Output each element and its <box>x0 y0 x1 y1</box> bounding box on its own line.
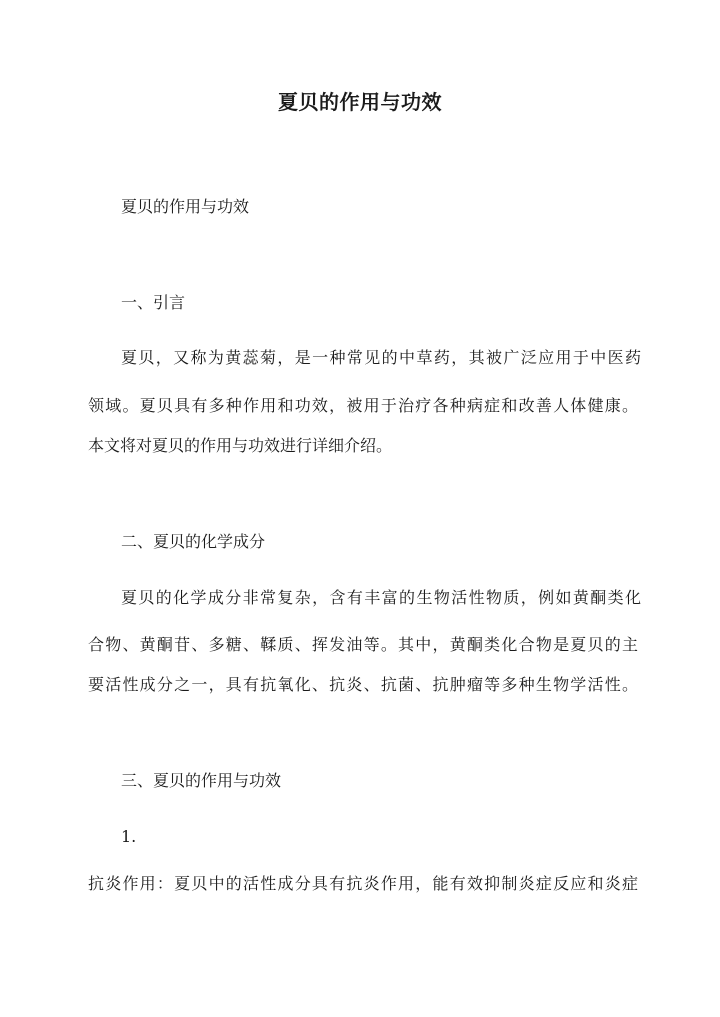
paragraph-line: 领域。夏贝具有多种作用和功效，被用于治疗各种病症和改善人体健康。 <box>88 396 638 415</box>
list-number: 1. <box>121 827 137 846</box>
paragraph-line: 抗炎作用：夏贝中的活性成分具有抗炎作用，能有效抑制炎症反应和炎症 <box>88 874 638 893</box>
document-subtitle: 夏贝的作用与功效 <box>121 197 250 216</box>
document-title: 夏贝的作用与功效 <box>278 90 442 114</box>
section-heading-chemistry: 二、夏贝的化学成分 <box>121 532 266 551</box>
paragraph-line: 夏贝，又称为黄蕊菊，是一种常见的中草药，其被广泛应用于中医药 <box>121 348 641 367</box>
paragraph-line: 合物、黄酮苷、多糖、鞣质、挥发油等。其中，黄酮类化合物是夏贝的主 <box>88 635 638 654</box>
section-heading-effects: 三、夏贝的作用与功效 <box>121 771 282 790</box>
paragraph-line: 本文将对夏贝的作用与功效进行详细介绍。 <box>88 436 393 455</box>
section-heading-intro: 一、引言 <box>121 293 186 312</box>
paragraph-line: 夏贝的化学成分非常复杂，含有丰富的生物活性物质，例如黄酮类化 <box>121 588 641 607</box>
paragraph-line: 要活性成分之一，具有抗氧化、抗炎、抗菌、抗肿瘤等多种生物学活性。 <box>88 675 638 694</box>
